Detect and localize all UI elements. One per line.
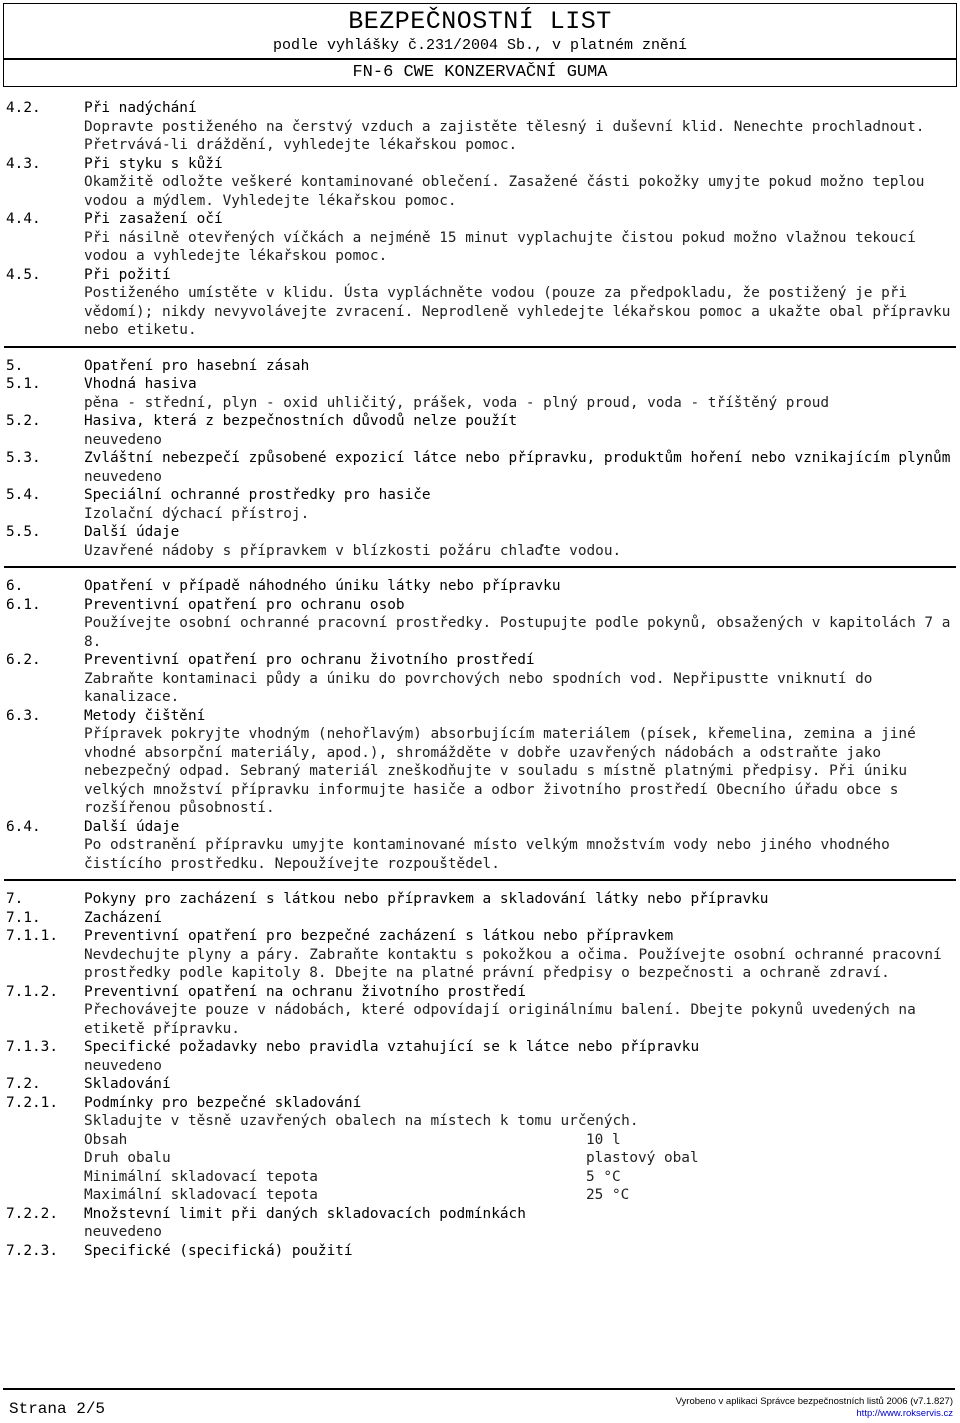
storage-key: Obsah <box>84 1131 128 1148</box>
section-5-4 <box>6 486 956 523</box>
section-6 <box>6 577 956 596</box>
section-number: 7. <box>6 891 24 907</box>
section-5-2 <box>6 412 956 449</box>
section-heading: Metody čištění <box>84 707 206 724</box>
section-heading: Speciální ochranné prostředky pro hasiče <box>84 487 431 503</box>
section-4-5 <box>6 266 956 340</box>
section-heading: Preventivní opatření pro ochranu osob <box>84 596 405 613</box>
section-number: 6.3. <box>6 707 41 724</box>
section-heading: Při požití <box>84 266 171 283</box>
section-number: 4.2. <box>6 100 41 116</box>
section-4-4 <box>6 210 956 266</box>
section-heading: Specifické požadavky nebo pravidla vztahující se k látce nebo přípravku <box>84 1039 700 1055</box>
section-7-1-3 <box>6 1038 956 1075</box>
section-heading: Zvláštní nebezpečí způsobené expozicí látce nebo přípravku, produktům hoření nebo vznikajícím plynům <box>84 450 951 466</box>
section-text: Izolační dýchací přístroj. <box>84 505 310 522</box>
section-number: 7.2.1. <box>6 1094 58 1111</box>
section-7-1-1 <box>6 927 956 983</box>
header-title-box <box>4 4 956 60</box>
storage-value: 5 °C <box>586 1168 621 1185</box>
section-number: 4.4. <box>6 211 41 227</box>
document-title: BEZPEČNOSTNÍ LIST <box>348 7 612 36</box>
website-link[interactable]: http://www.rokservis.cz <box>856 1408 953 1419</box>
section-7 <box>6 890 956 909</box>
section-6-4 <box>6 818 956 874</box>
storage-row <box>84 1131 956 1150</box>
section-number: 6.2. <box>6 652 41 668</box>
section-number: 5.5. <box>6 524 41 540</box>
document-subtitle: podle vyhlášky č.231/2004 Sb., v platném znění <box>272 37 688 54</box>
section-heading: Při nadýchání <box>84 100 197 116</box>
section-text: neuvedeno <box>84 1224 162 1240</box>
section-heading: Další údaje <box>84 818 180 835</box>
storage-value: 10 l <box>586 1131 621 1148</box>
section-heading: Specifické (specifická) použití <box>84 1242 353 1259</box>
section-text: Postiženého umístěte v klidu. Ústa vypláchněte vodou (pouze za předpokladu, že postižený je při vědomí); nikdy nevyvolávejte zvracení. Neprodleně vyhledejte lékařskou pomoc a ukažte obal přípravku nebo etiketu. <box>84 285 951 338</box>
section-7-1-2 <box>6 983 956 1039</box>
section-text: neuvedeno <box>84 431 162 448</box>
section-heading: Podmínky pro bezpečné skladování <box>84 1094 362 1111</box>
section-heading: Preventivní opatření pro ochranu životního prostředí <box>84 652 535 668</box>
section-6-3 <box>6 707 956 818</box>
section-heading: Pokyny pro zacházení s látkou nebo přípravkem a skladování látky nebo přípravku <box>84 891 769 907</box>
section-text: neuvedeno <box>84 1057 162 1074</box>
section-number: 6.4. <box>6 818 41 835</box>
section-number: 7.1. <box>6 909 41 926</box>
section-text: Skladujte v těsně uzavřených obalech na místech k tomu určených. <box>84 1113 639 1129</box>
section-heading: Hasiva, která z bezpečnostních důvodů nelze použít <box>84 413 518 429</box>
section-text: Přechovávejte pouze v nádobách, které odpovídají originálnímu balení. Dbejte pokynů uvedených na etiketě přípravku. <box>84 1002 916 1037</box>
section-heading: Zacházení <box>84 909 162 926</box>
document-body <box>6 99 956 1260</box>
section-heading: Opatření v případě náhodného úniku látky nebo přípravku <box>84 578 561 594</box>
section-number: 5.1. <box>6 376 41 392</box>
section-divider <box>4 346 956 348</box>
section-number: 5. <box>6 357 24 374</box>
section-text: Při násilně otevřených víčkách a nejméně 15 minut vyplachujte čistou pokud možno vlažnou tekoucí vodou a vyhledejte lékařskou pomoc. <box>84 229 916 264</box>
section-number: 4.5. <box>6 266 41 283</box>
section-5-1 <box>6 375 956 412</box>
section-heading: Skladování <box>84 1076 171 1092</box>
section-text: neuvedeno <box>84 468 162 485</box>
section-heading: Při zasažení očí <box>84 211 223 227</box>
section-number: 5.3. <box>6 450 41 466</box>
section-number: 7.1.3. <box>6 1039 58 1055</box>
section-heading: Preventivní opatření pro bezpečné zacházení s látkou nebo přípravkem <box>84 928 674 944</box>
section-5 <box>6 357 956 376</box>
storage-row <box>84 1149 956 1168</box>
storage-value: plastový obal <box>586 1150 699 1166</box>
section-number: 5.2. <box>6 413 41 429</box>
section-number: 4.3. <box>6 155 41 172</box>
section-text: Uzavřené nádoby s přípravkem v blízkosti požáru chlaďte vodou. <box>84 542 622 559</box>
section-5-3 <box>6 449 956 486</box>
storage-value: 25 °C <box>586 1187 630 1203</box>
section-heading: Preventivní opatření na ochranu životního prostředí <box>84 983 526 1000</box>
section-text: Dopravte postiženého na čerstvý vzduch a zajistěte tělesný i duševní klid. Nenechte prochladnout. Přetrvává-li dráždění, vyhledejte lékařskou pomoc. <box>84 118 925 153</box>
section-number: 5.4. <box>6 487 41 503</box>
storage-key: Druh obalu <box>84 1150 171 1166</box>
storage-key: Minimální skladovací tepota <box>84 1168 318 1185</box>
section-divider <box>4 879 956 881</box>
section-number: 7.1.2. <box>6 983 58 1000</box>
section-text: Používejte osobní ochranné pracovní prostředky. Postupujte podle pokynů, obsažených v kapitolách 7 a 8. <box>84 615 951 650</box>
section-heading: Množstevní limit při daných skladovacích podmínkách <box>84 1205 526 1222</box>
section-4-3 <box>6 155 956 211</box>
storage-row <box>84 1168 956 1187</box>
section-7-1 <box>6 909 956 928</box>
section-4-2 <box>6 99 956 155</box>
document-header <box>3 3 957 87</box>
section-7-2 <box>6 1075 956 1094</box>
app-credit: Vyrobeno v aplikaci Správce bezpečnostních listů 2006 (v7.1.827) <box>675 1396 953 1407</box>
section-heading: Opatření pro hasební zásah <box>84 357 310 374</box>
section-7-2-2 <box>6 1205 956 1242</box>
section-6-1 <box>6 596 956 652</box>
section-7-2-1 <box>6 1094 956 1205</box>
section-text: Okamžitě odložte veškeré kontaminované oblečení. Zasažené části pokožky umyjte pokud možno teplou vodou a mýdlem. Vyhledejte lékařskou pomoc. <box>84 174 925 209</box>
section-text: Přípravek pokryjte vhodným (nehořlavým) absorbujícím materiálem (písek, křemelina, zemina a jiné vhodné absorpční materiály, apod.), shromážděte v dobře uzavřených nádobách a odstraňte jako nebezpečný odpad. Sebraný materiál zneškodňujte v souladu s místně platnými předpisy. Při úniku velkých množství přípravku informujte hasiče a odbor životního prostředí Obecního úřadu obce s rozšířenou působností. <box>84 726 916 816</box>
section-heading: Vhodná hasiva <box>84 376 197 392</box>
section-number: 6.1. <box>6 596 41 613</box>
section-text: Nevdechujte plyny a páry. Zabraňte kontaktu s pokožkou a očima. Používejte osobní ochranné pracovní prostředky podle kapitoly 8. Dbejte na platné právní předpisy o bezpečnosti a ochraně zdraví. <box>84 946 942 981</box>
section-number: 7.2.3. <box>6 1242 58 1259</box>
section-number: 7.1.1. <box>6 928 58 944</box>
section-text: Zabraňte kontaminaci půdy a úniku do povrchových nebo spodních vod. Nepřipustte vniknutí do kanalizace. <box>84 670 873 705</box>
section-text: pěna - střední, plyn - oxid uhličitý, prášek, voda - plný proud, voda - tříštěný proud <box>84 394 830 411</box>
section-number: 7.2. <box>6 1076 41 1092</box>
storage-key: Maximální skladovací tepota <box>84 1187 318 1203</box>
section-number: 6. <box>6 578 24 594</box>
section-5-5 <box>6 523 956 560</box>
page-footer <box>3 1388 955 1419</box>
section-divider <box>4 566 956 568</box>
section-heading: Při styku s kůží <box>84 155 223 172</box>
section-heading: Další údaje <box>84 524 180 540</box>
page-number: Strana 2/5 <box>9 1400 106 1418</box>
footer-credits <box>676 1396 953 1420</box>
section-text: Po odstranění přípravku umyjte kontaminované místo velkým množstvím vody nebo jiného vhodného čistícího prostředku. Nepoužívejte rozpouštědel. <box>84 837 890 872</box>
product-name: FN-6 CWE KONZERVAČNÍ GUMA <box>352 63 608 82</box>
section-7-2-3 <box>6 1242 956 1261</box>
section-6-2 <box>6 651 956 707</box>
section-number: 7.2.2. <box>6 1205 58 1222</box>
storage-row <box>84 1186 956 1205</box>
